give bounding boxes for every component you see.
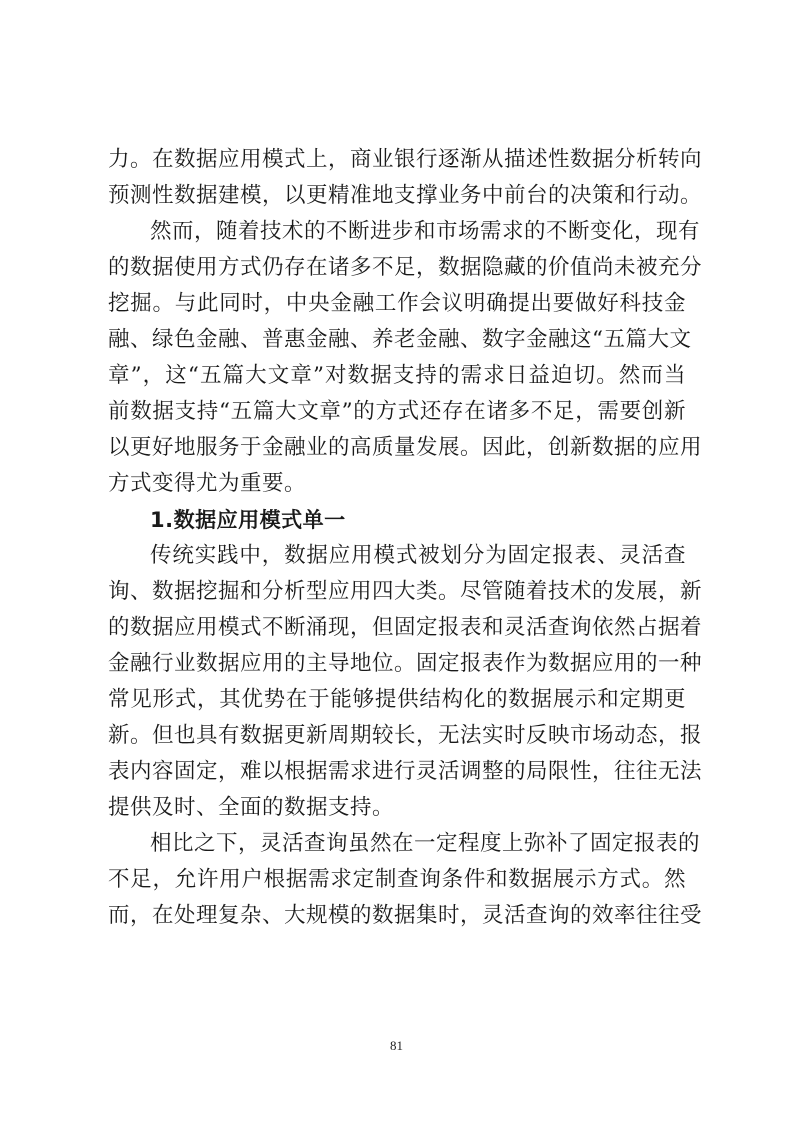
text-line: 章”，这“五篇大文章”对数据支持的需求日益迫切。然而当 (108, 363, 686, 388)
text-line: 不足，允许用户根据需求定制查询条件和数据展示方式。然 (108, 867, 686, 892)
text-line: 的数据应用模式不断涌现，但固定报表和灵活查询依然占据着 (108, 615, 703, 640)
paragraph-start-line: 相比之下，灵活查询虽然在一定程度上弥补了固定报表的 (150, 831, 701, 856)
text-line: 表内容固定，难以根据需求进行灵活调整的局限性，往往无法 (108, 759, 703, 784)
paragraph-start-line: 传统实践中，数据应用模式被划分为固定报表、灵活查 (150, 543, 686, 568)
page-number: 81 (390, 1038, 403, 1053)
text-line: 方式变得尤为重要。 (108, 471, 307, 496)
text-line: 前数据支持“五篇大文章”的方式还存在诸多不足，需要创新 (108, 399, 686, 424)
text-line: 而，在处理复杂、大规模的数据集时，灵活查询的效率往往受 (108, 903, 703, 928)
text-line: 挖掘。与此同时，中央金融工作会议明确提出要做好科技金 (108, 291, 686, 316)
text-line: 询、数据挖掘和分析型应用四大类。尽管随着技术的发展，新 (108, 579, 703, 604)
section-heading: 1.数据应用模式单一 (150, 508, 346, 532)
paragraph-start-line: 然而，随着技术的不断进步和市场需求的不断变化，现有 (150, 219, 701, 244)
text-line: 新。但也具有数据更新周期较长，无法实时反映市场动态，报 (108, 723, 703, 748)
text-line: 力。在数据应用模式上，商业银行逐渐从描述性数据分析转向 (108, 147, 703, 172)
text-line: 预测性数据建模，以更精准地支撑业务中前台的决策和行动。 (108, 183, 703, 208)
text-line: 融、绿色金融、普惠金融、养老金融、数字金融这“五篇大文 (108, 327, 692, 352)
text-line: 常见形式，其优势在于能够提供结构化的数据展示和定期更 (108, 687, 686, 712)
text-line: 金融行业数据应用的主导地位。固定报表作为数据应用的一种 (108, 651, 703, 676)
text-line: 提供及时、全面的数据支持。 (108, 795, 395, 820)
text-line: 以更好地服务于金融业的高质量发展。因此，创新数据的应用 (108, 435, 703, 460)
text-line: 的数据使用方式仍存在诸多不足，数据隐藏的价值尚未被充分 (108, 255, 703, 280)
